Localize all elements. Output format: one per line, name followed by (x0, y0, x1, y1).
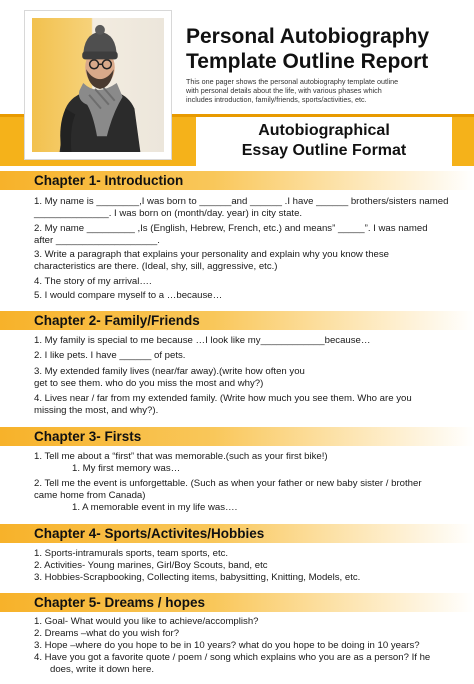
chapter-5-item-4-line-2: does, write it down here. (34, 664, 154, 676)
chapter-2-item-3 (34, 366, 442, 390)
chapter-2-item-4-line-2: missing the most, and why?). (34, 405, 159, 417)
page-header (0, 0, 474, 175)
chapter-2-item-1 (34, 335, 442, 347)
chapter-1-item-5 (34, 290, 442, 302)
chapter-3-item-1-subitem: 1. My first memory was… (72, 463, 181, 475)
chapter-3-heading: Chapter 3- Firsts (34, 429, 142, 444)
chapter-4-item-2-line-1: 2. Activities- Young marines, Girl/Boy Scouts, band, etc (34, 560, 268, 571)
chapter-4-heading-bar (0, 524, 474, 543)
chapter-2-heading: Chapter 2- Family/Friends (34, 313, 200, 328)
chapter-5-item-4 (34, 652, 442, 676)
chapter-5-item-1-line-1: 1. Goal- What would you like to achieve/accomplish? (34, 616, 259, 627)
profile-photo-frame (24, 10, 172, 160)
chapter-4-item-2 (34, 560, 442, 572)
chapter-1-item-3-line-1: 3. Write a paragraph that explains your personality and explain why you know these (34, 249, 389, 260)
chapter-3-item-1 (34, 451, 442, 475)
chapter-4-item-1-line-1: 1. Sports-intramurals sports, team sports, etc. (34, 548, 229, 559)
chapter-1-item-2-line-2: after ___________________. (34, 235, 160, 247)
chapter-2-item-3-line-1: 3. My extended family lives (near/far away).(write how often you (34, 366, 305, 377)
description-line-1: This one pager shows the personal autobiography template outline (186, 77, 399, 86)
chapter-4-item-3-line-1: 3. Hobbies-Scrapbooking, Collecting items, babysitting, Knitting, Models, etc. (34, 572, 361, 583)
profile-photo (32, 18, 164, 152)
chapter-4-heading: Chapter 4- Sports/Activites/Hobbies (34, 526, 265, 541)
essay-format-line-1: Autobiographical (258, 122, 390, 139)
chapter-3-item-2-subitem: 1. A memorable event in my life was…. (72, 502, 238, 514)
chapter-1-item-4-line-1: 4. The story of my arrival…. (34, 276, 152, 287)
chapter-4-item-3 (34, 572, 442, 584)
chapter-2-item-4 (34, 393, 442, 417)
chapter-2-heading-bar (0, 311, 474, 330)
chapter-5-item-3-line-1: 3. Hope –where do you hope to be in 10 years? what do you hope to be doing in 10 years? (34, 640, 420, 651)
chapter-1-item-2-line-1: 2. My name _________ ,Is (English, Hebrew, French, etc.) and means” _____”. I was named (34, 223, 428, 234)
essay-format-line-2: Essay Outline Format (241, 142, 407, 159)
chapter-5-item-2 (34, 628, 442, 640)
chapter-3-item-2-line-1: 2. Tell me the event is unforgettable. (Such as when your father or new baby sister / brother (34, 478, 422, 489)
chapter-1-item-1 (34, 196, 449, 220)
page-description (186, 77, 406, 104)
page-title-line-2: Template Outline Report (186, 50, 429, 73)
page-title-line-1: Personal Autobiography (186, 25, 430, 48)
chapter-5-item-1 (34, 616, 442, 628)
chapter-3-heading-bar (0, 427, 474, 446)
person-with-beanie-icon (32, 18, 164, 152)
chapter-1-heading-bar (0, 171, 474, 190)
chapter-1-item-1-line-1: 1. My name is ________,I was born to ______and ______ .I have ______ brothers/sisters named (34, 196, 449, 207)
chapter-2-item-4-line-1: 4. Lives near / far from my extended family. (Write how much you see them. Who are you (34, 393, 412, 404)
chapter-2-item-2-line-1: 2. I like pets. I have ______ of pets. (34, 350, 186, 361)
chapter-5-heading-bar (0, 593, 474, 612)
chapter-1-item-4 (34, 276, 442, 288)
chapter-5-item-2-line-1: 2. Dreams –what do you wish for? (34, 628, 180, 639)
chapter-2-item-3-line-2: get to see them. who do you miss the most and why?) (34, 378, 264, 390)
chapter-3-item-2 (34, 478, 442, 515)
chapter-2-item-2 (34, 350, 442, 362)
chapter-1-item-3-line-2: characteristics are there. (Ideal, shy, sill, aggressive, etc.) (34, 261, 278, 273)
essay-format-heading (196, 117, 452, 167)
chapter-1-item-1-line-2: ______________. I was born on (month/day. year) in city state. (34, 208, 303, 220)
chapter-4-item-1 (34, 548, 442, 560)
chapter-1-heading: Chapter 1- Introduction (34, 173, 184, 188)
chapter-5-item-3 (34, 640, 442, 652)
chapter-3-item-1-line-1: 1. Tell me about a “first” that was memorable.(such as your first bike!) (34, 451, 328, 462)
chapter-5-heading: Chapter 5- Dreams / hopes (34, 595, 206, 610)
chapter-5-item-4-line-1: 4. Have you got a favorite quote / poem / song which explains who you are as a person? If he (34, 652, 431, 663)
page-title (186, 24, 456, 74)
description-line-2: with personal details about the life, with various phases which (186, 86, 382, 95)
description-line-3: includes introduction, family/friends, sports/activities, etc. (186, 95, 367, 104)
chapter-1-item-5-line-1: 5. I would compare myself to a …because… (34, 290, 223, 301)
chapter-1-item-2 (34, 223, 442, 247)
chapter-1-item-3 (34, 249, 442, 273)
chapter-2-item-1-line-1: 1. My family is special to me because …I look like my____________because… (34, 335, 371, 346)
chapter-3-item-2-line-2: came home from Canada) (34, 490, 146, 502)
